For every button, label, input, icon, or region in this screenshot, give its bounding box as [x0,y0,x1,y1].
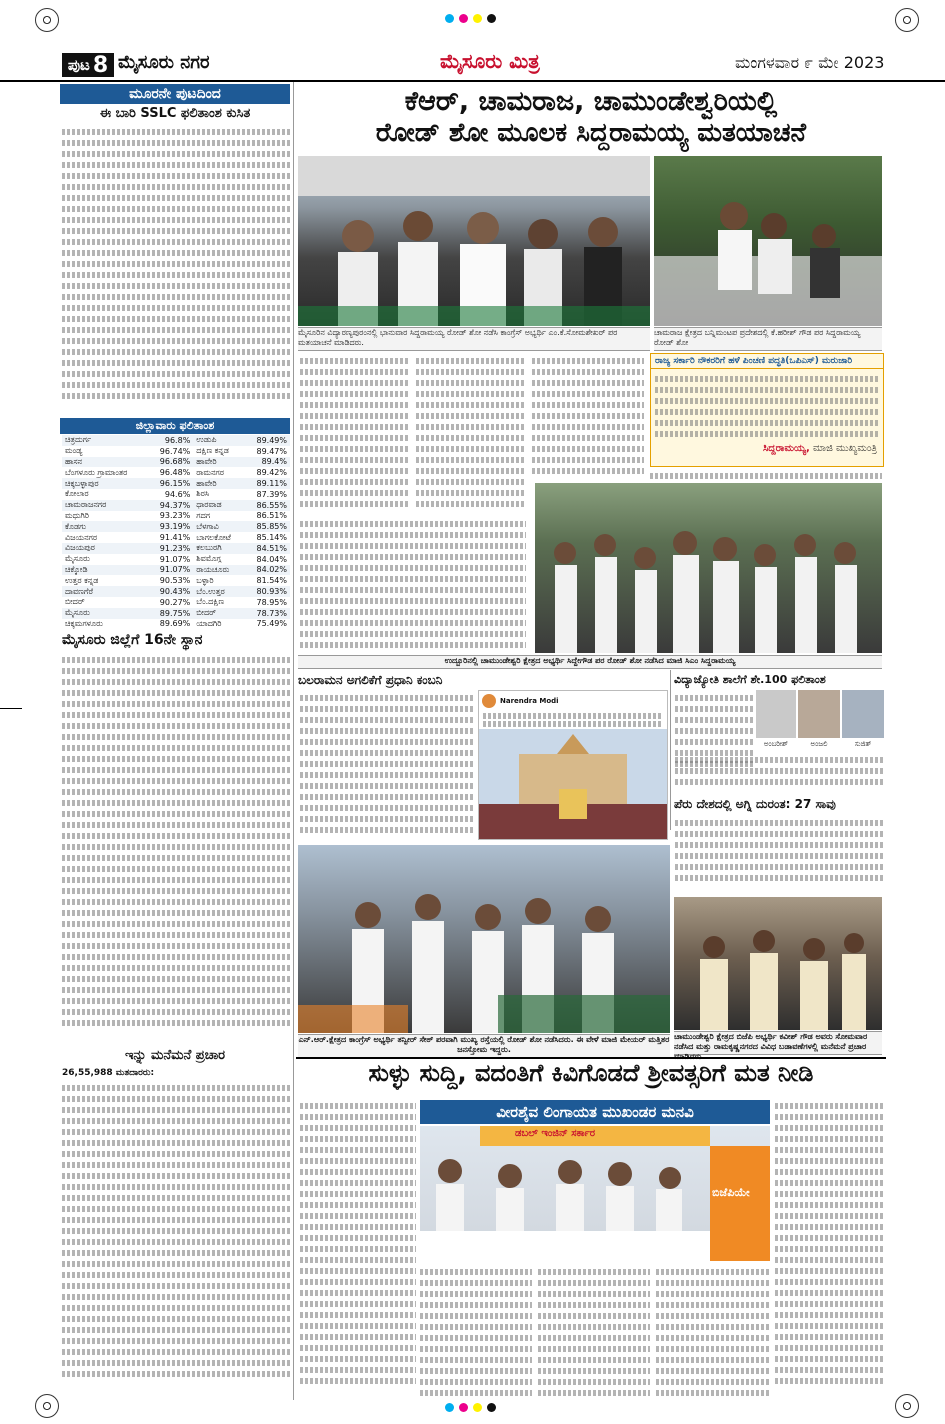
district-name: ವಿಜಯಪುರ [65,543,95,553]
district-percent: 89.47% [256,446,287,456]
bottom-article-col1 [300,1098,416,1398]
color-bar-icon [445,14,496,23]
table-row [62,619,290,630]
district-name: ಚಿತ್ರದುರ್ಗ [65,435,92,445]
avatar [482,694,496,708]
photo-2-caption: ಚಾಮರಾಜ ಕ್ಷೇತ್ರದ ಬನ್ನಿಮಂಟಪ ಪ್ರದೇಶದಲ್ಲಿ ಕೆ.ಹರೀಶ್ ಗೌಡ ಪರ ಸಿದ್ದರಾಮಯ್ಯ ರೋಡ್ ಶೋ [654,327,882,351]
table-row [62,543,290,554]
table-row [62,575,290,586]
balarama-headline: ಬಲರಾಮನ ಅಗಲಿಕೆಗೆ ಪ್ರಧಾನಿ ಕಂಬನಿ [298,673,443,687]
district-percent: 96.68% [159,457,191,467]
bottom-article-col4 [656,1264,770,1398]
table-row [62,586,290,597]
section-name: ಮೈಸೂರು ನಗರ [118,52,210,73]
registration-mark-icon [35,8,59,32]
balarama-article-body [300,690,474,838]
district-name: ದಾವಣಗೆರೆ [65,586,93,596]
district-name: ವಿಜಯನಗರ [65,532,98,542]
district-name: ಹಾಸನ [65,456,83,466]
district-percent: 86.51% [256,511,287,521]
bottom-article-col3 [538,1264,650,1398]
district-name: ಚಾಮರಾಜನಗರ [65,500,107,510]
district-name: ಮಧುಗಿರಿ [65,510,89,520]
roadshow-article-lower [300,516,526,654]
table-row [62,554,290,565]
tweet-photo [479,729,667,839]
table-row [62,521,290,532]
bottom-headline: ಸುಳ್ಳು ಸುದ್ದಿ, ವದಂತಿಗೆ ಕಿವಿಗೊಡದೆ ಶ್ರೀವತ್ಸರಿಗೆ ಮತ ನೀಡಿ [368,1059,814,1087]
district-name: ಬೀದರ್ [196,608,216,618]
table-row [62,446,290,457]
district-name: ಮೈಸೂರು [65,608,90,618]
district-name: ಚಿಕ್ಕಬಳ್ಳಾಪುರ [65,478,99,488]
peru-fire-article [675,815,883,893]
nr-photo-caption: ಎನ್.ಆರ್.ಕ್ಷೇತ್ರದ ಕಾಂಗ್ರೆಸ್ ಅಭ್ಯರ್ಥಿ ತನ್ವೀರ್ ಸೇಠ್ ಪರವಾಗಿ ಮುಖ್ಯ ರಸ್ತೆಯಲ್ಲಿ ರೋಡ್ ಶೋ ನಡೆಸಿದರು. ಈ ವೇಳೆ ಮಾಜಿ ಮೇಯರ್ ಮತ್ತಿತರ ಜನಸ್ತೋಮ ಇದ್ದರು. [298,1034,670,1058]
district-percent: 90.43% [159,587,191,597]
campaign-lead: 26,55,988 ಮತದಾರರು: [62,1068,155,1078]
door-to-door-photo [674,897,882,1030]
campaign-article-body [62,1080,290,1398]
student-name-2: ಅಂಜಲಿ [810,740,828,748]
registration-mark-icon [895,1394,919,1418]
district-percent: 94.37% [159,500,191,510]
student-name-1: ಅಂಬರೀಶ್ [763,740,789,748]
main-headline-line2: ರೋಡ್ ಶೋ ಮೂಲಕ ಸಿದ್ದರಾಮಯ್ಯ ಮತಯಾಚನೆ [375,118,807,148]
district-name: ಕೊಡಗು [65,521,86,531]
district-name: ಹಾವೇರಿ [196,456,217,466]
color-bar-icon [445,1403,496,1412]
press-meet-photo [420,1126,770,1261]
press-meet-party-text: ಬಿಜೆಪಿಯೇ [712,1186,750,1199]
student-photo-2 [798,690,840,738]
bottom-article-col2 [420,1264,532,1398]
crowd-photo-caption: ಉದ್ಬೂರಿನಲ್ಲಿ ಚಾಮುಂಡೇಶ್ವರಿ ಕ್ಷೇತ್ರದ ಅಭ್ಯರ್ಥಿ ಸಿದ್ದೇಗೌಡ ಪರ ರೋಡ್ ಶೋ ನಡೆಸಿದ ಮಾಜಿ ಸಿಎಂ ಸಿದ್ದರಾಮಯ್ಯ [298,655,882,669]
bottom-subhead: ವೀರಶೈವ ಲಿಂಗಾಯತ ಮುಖಂಡರ ಮನವಿ [420,1100,770,1124]
column-rule [293,82,294,1400]
district-name: ಉಡುಪಿ [196,435,217,445]
table-row [62,597,290,608]
masthead: ಮೈಸೂರು ಮಿತ್ರ [440,49,540,73]
district-percent: 78.95% [256,597,287,607]
peru-fire-headline: ಪೆರು ದೇಶದಲ್ಲಿ ಅಗ್ನಿ ದುರಂತ: 27 ಸಾವು [674,797,836,811]
issue-date: ಮಂಗಳವಾರ ೯ ಮೇ 2023 [735,53,885,72]
roadshow-article-col2 [416,353,526,513]
district-percent: 93.23% [159,511,191,521]
district-name: ಶಿವಮೊಗ್ಗ [196,554,222,564]
door-to-door-caption: ಚಾಮುಂಡೇಶ್ವರಿ ಕ್ಷೇತ್ರದ ಬಿಜೆಪಿ ಅಭ್ಯರ್ಥಿ ಕವೀಶ್ ಗೌಡ ಅವರು ಸೋಮವಾರ ನಡೆಸಿದ ಮತ್ತು ರಾಮಕೃಷ್ಣನಗರದ ವಿವಿಧ ಬಡಾವಣೆಗಳಲ್ಲಿ ಮನೆಮನೆ ಪ್ರಚಾರ [674,1031,882,1055]
vidya-headline: ವಿದ್ಯಾಜ್ಯೋತಿ ಶಾಲೆಗೆ ಶೇ.100 ಫಲಿತಾಂಶ [674,673,826,686]
district-percent: 96.8% [164,435,191,445]
district-name: ಬೆಂಗಳೂರು ಗ್ರಾಮಾಂತರ [65,467,128,477]
mysuru-article-body [62,652,290,1042]
district-name: ಕಲಬುರಗಿ [196,543,222,553]
student-photo-3 [842,690,884,738]
district-percent: 91.07% [159,554,191,564]
district-percent: 89.49% [256,435,287,445]
district-name: ಶಿರಸಿ [196,489,210,499]
table-row [62,457,290,468]
district-name: ಚಿಕ್ಕೋಡಿ [65,564,88,574]
district-name: ರಾಯಚೂರು [196,564,230,574]
district-name: ಮಂಡ್ಯ [65,446,83,456]
district-percent: 85.85% [256,522,287,532]
district-percent: 80.93% [256,587,287,597]
roadshow-photo-1 [298,156,650,326]
page-number-badge: ಪುಟ 8 [62,53,114,77]
district-percent: 91.07% [159,565,191,575]
registration-mark-icon [35,1394,59,1418]
press-meet-banner: ಡಬಲ್ ಇಂಜಿನ್ ಸರ್ಕಾರ [515,1128,596,1139]
district-name: ಬೆಳಗಾವಿ [196,521,219,531]
district-percent: 89.69% [159,619,191,629]
district-percent: 86.55% [256,500,287,510]
district-percent: 89.42% [256,468,287,478]
district-percent: 91.41% [159,533,191,543]
student-name-3: ಸುಜಿತ್ [854,740,872,748]
district-percent: 93.19% [159,522,191,532]
ops-box-author-role: ಮಾಜಿ ಮುಖ್ಯಮಂತ್ರಿ [813,443,877,454]
district-name: ಕೋಲಾರ [65,489,89,499]
table-row [62,489,290,500]
district-percent: 75.49% [256,619,287,629]
continued-banner: ಮೂರನೇ ಪುಟದಿಂದ [60,84,290,104]
column-rule [670,670,671,830]
table-row [62,478,290,489]
district-name: ಬೆಂ.ಉತ್ತರ [196,586,225,596]
district-name: ದಕ್ಷಿಣ ಕನ್ನಡ [196,446,229,456]
district-name: ಉತ್ತರ ಕನ್ನಡ [65,575,99,585]
district-percent: 96.48% [159,468,191,478]
ops-quote-box [650,353,884,467]
district-results-banner: ಜಿಲ್ಲಾವಾರು ಫಲಿತಾಂಶ [60,418,290,434]
roadshow-article-col1 [300,353,410,513]
table-row [62,467,290,478]
district-percent: 91.23% [159,543,191,553]
district-percent: 96.15% [159,479,191,489]
sslc-headline: ಈ ಬಾರಿ SSLC ಫಲಿತಾಂಶ ಕುಸಿತ [99,106,251,121]
crop-mark [0,708,22,709]
district-name: ರಾಮನಗರ [196,467,224,477]
district-name: ಬೆಂ.ದಕ್ಷಿಣ [196,597,224,607]
table-row [62,608,290,619]
district-name: ಬಾಗಲಕೋಟೆ [196,532,231,542]
ops-box-title: ರಾಜ್ಯ ಸರ್ಕಾರಿ ನೌಕರರಿಗೆ ಹಳೆ ಪಿಂಚಣಿ ಪದ್ಧತಿ(ಒಪಿಎಸ್) ಮರುಜಾರಿ [651,354,883,369]
campaign-headline: ಇನ್ನು ಮನೆಮನೆ ಪ್ರಚಾರ [124,1048,226,1063]
roadshow-crowd-photo [535,483,882,653]
district-percent: 89.4% [261,457,287,467]
bottom-article-col5 [775,1098,883,1398]
table-row [62,435,290,446]
district-name: ಯಾದಗಿರಿ [196,618,222,628]
district-name: ಧಾರವಾಡ [196,500,222,510]
ops-box-author: ಸಿದ್ದರಾಮಯ್ಯ, [762,443,810,454]
mysuru-rank-headline: ಮೈಸೂರು ಜಿಲ್ಲೆಗೆ 16ನೇ ಸ್ಥಾನ [62,632,203,648]
district-percent: 87.39% [256,489,287,499]
table-row [62,500,290,511]
district-percent: 81.54% [256,576,287,586]
district-percent: 90.27% [159,597,191,607]
district-percent: 94.6% [164,489,191,499]
sslc-article-body [62,124,290,416]
district-percent: 89.11% [256,479,287,489]
district-percent: 96.74% [159,446,191,456]
table-row [62,511,290,522]
table-row [62,565,290,576]
tweet-author: Narendra Modi [500,697,559,705]
district-percent: 78.73% [256,608,287,618]
district-percent: 90.53% [159,576,191,586]
district-percent: 89.75% [159,608,191,618]
photo-1-caption: ಮೈಸೂರಿನ ವಿದ್ಯಾರಣ್ಯಪುರಂನಲ್ಲಿ ಭಾನುವಾರ ಸಿದ್ದರಾಮಯ್ಯ ರೋಡ್ ಶೋ ನಡೆಸಿ ಕಾಂಗ್ರೆಸ್ ಅಭ್ಯರ್ಥಿ ಎಂ.ಕೆ.ಸೋಮಶೇಖರ್ ಪರ ಮತಯಾಚನೆ ಮಾಡಿದರು. [298,327,650,351]
roadshow-photo-2 [654,156,882,326]
district-name: ಮೈಸೂರು [65,554,90,564]
district-name: ಬೀದರ್ [65,597,85,607]
modi-tweet-card [478,690,668,840]
district-percent: 85.14% [256,533,287,543]
district-percent: 84.51% [256,543,287,553]
district-name: ಹಾವೇರಿ [196,478,217,488]
district-percent: 84.04% [256,554,287,564]
main-headline-line1: ಕೆಆರ್, ಚಾಮರಾಜ, ಚಾಮುಂಡೇಶ್ವರಿಯಲ್ಲಿ [404,86,778,117]
district-name: ಚಿಕ್ಕಮಗಳೂರು [65,618,103,628]
roadshow-article-col3 [532,353,644,481]
district-name: ಬಳ್ಳಾರಿ [196,575,214,585]
student-photo-1 [756,690,796,738]
nr-roadshow-photo [298,845,670,1033]
district-results-table [62,435,290,629]
registration-mark-icon [895,8,919,32]
vidya-article-tail [675,752,883,792]
table-row [62,532,290,543]
district-name: ಗದಗ [196,510,211,520]
district-percent: 84.02% [256,565,287,575]
